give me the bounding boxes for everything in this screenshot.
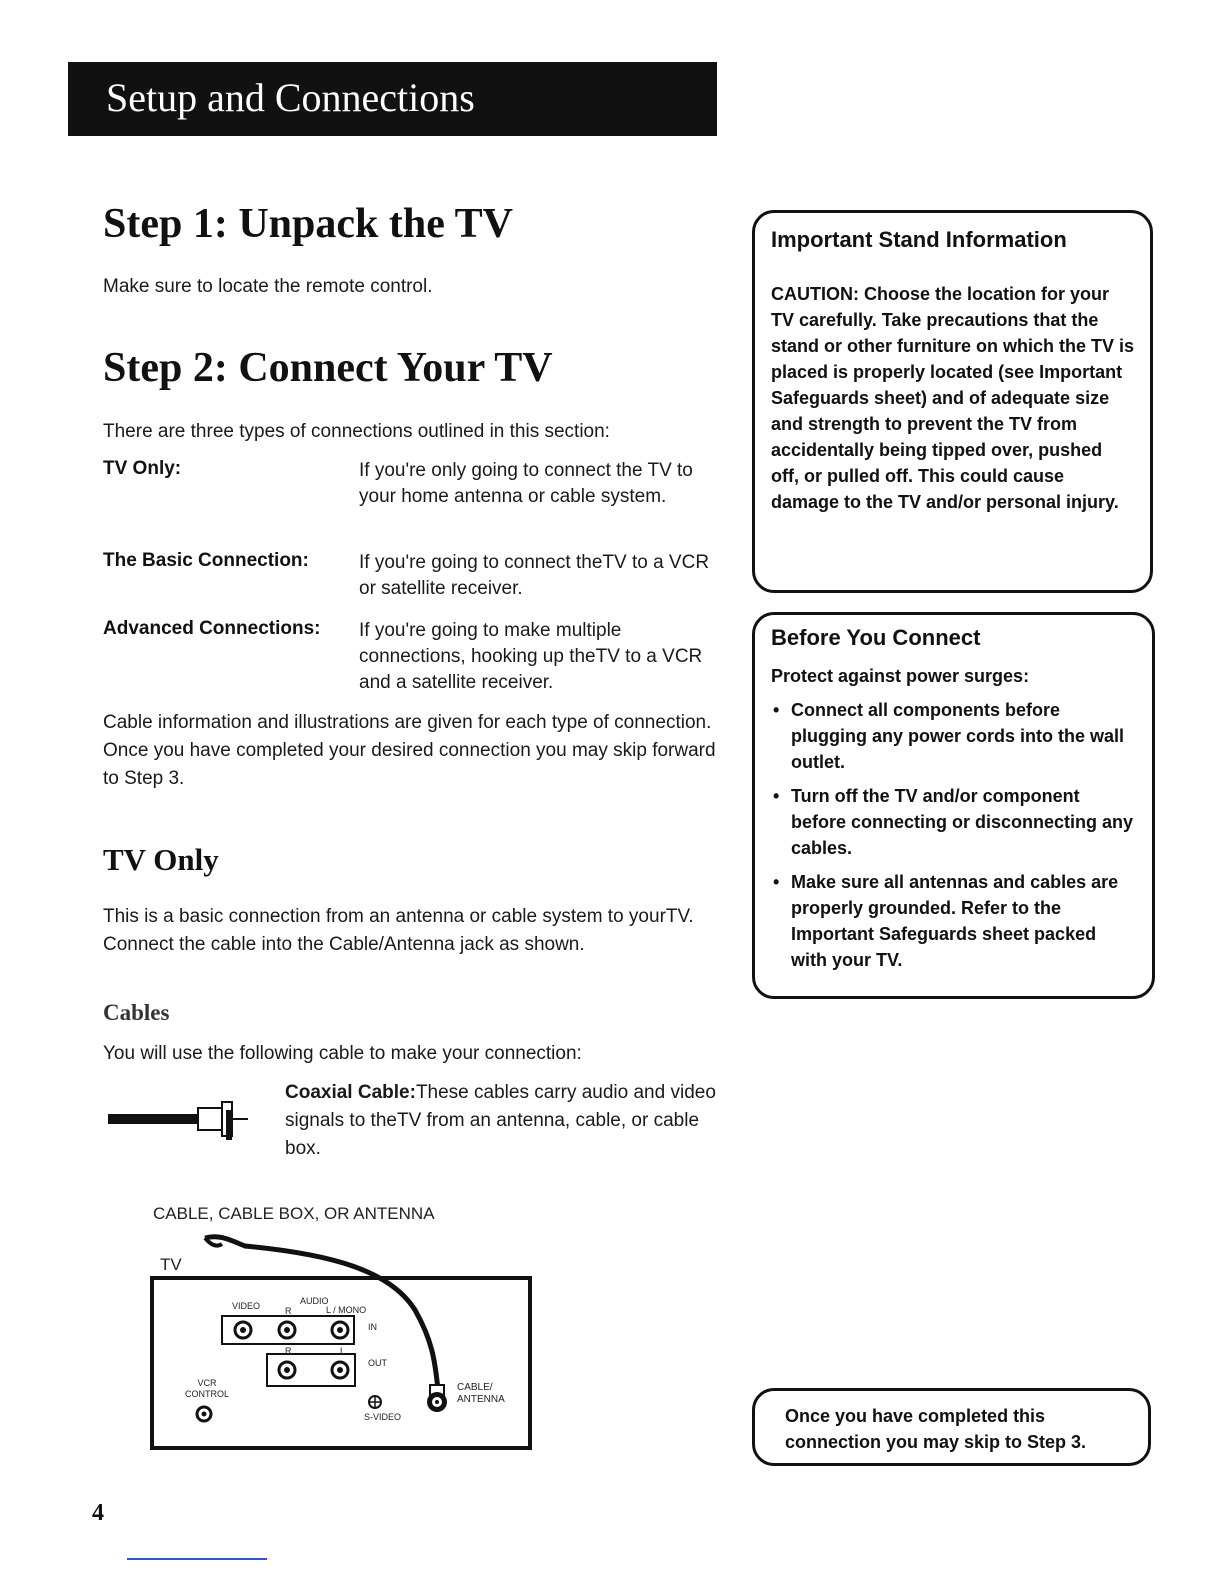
coaxial-cable-description: [285, 1079, 725, 1163]
before-you-connect-list: [771, 697, 1136, 973]
label-s-video: S-VIDEO: [364, 1412, 402, 1422]
label-out-r: R: [285, 1346, 292, 1356]
label-vcr-control: VCR CONTROL: [184, 1378, 229, 1399]
label-out-l: L: [340, 1346, 346, 1356]
diagram-source-label: CABLE, CABLE BOX, OR ANTENNA: [153, 1204, 435, 1223]
diagram-tv-label: TV: [160, 1255, 182, 1274]
list-item: • Turn off the TV and/or component before connecting or disconnecting any cables.: [771, 783, 1136, 861]
list-item: • Make sure all antennas and cables are properly grounded. Refer to the Important Safeguards sheet packed with your TV.: [771, 869, 1136, 973]
skip-to-step3-text: Once you have completed this connection you may skip to Step 3.: [785, 1406, 1087, 1452]
label-cable-antenna: CABLE/ ANTENNA: [457, 1382, 505, 1405]
list-item: • Connect all components before plugging any power cords into the wall outlet.: [771, 697, 1136, 775]
section-title: Setup and Connections: [106, 75, 475, 120]
tv-only-text: This is a basic connection from an antenna or cable system to yourTV. Connect the cable into the Cable/Antenna jack as shown.: [103, 906, 694, 955]
stand-info-text: CAUTION: Choose the location for your TV carefully. Take precautions that the stand or other furniture on which the TV is placed is properly located (see Important Safeguards sheet) and of adequate size and strength to prevent the TV from accidentally being tipped over, pushed off, or pulled off. This could cause damage to the TV and/or personal injury.: [771, 284, 1135, 512]
connection-term-tv-only: TV Only:: [103, 458, 182, 479]
page-number: 4: [92, 1500, 104, 1526]
connection-term-basic: The Basic Connection:: [103, 550, 309, 571]
step2-intro: There are three types of connections outlined in this section:: [103, 421, 610, 442]
connection-desc-advanced: If you're going to make multiple connections, hooking up theTV to a VCR and a satellite receiver.: [359, 620, 703, 693]
connection-term-advanced: Advanced Connections:: [103, 618, 321, 639]
cables-intro: You will use the following cable to make your connection:: [103, 1043, 582, 1064]
skip-to-step3-box: [752, 1388, 1151, 1466]
tv-only-heading: TV Only: [103, 842, 219, 877]
label-audio-r: R: [285, 1306, 292, 1316]
coaxial-cable-icon: [108, 1100, 258, 1140]
cable-info-text: Cable information and illustrations are given for each type of connection. Once you have completed your desired connection you may skip forward to Step 3.: [103, 712, 716, 789]
step1-text: Make sure to locate the remote control.: [103, 276, 433, 297]
connection-desc-tv-only: If you're only going to connect the TV to your home antenna or cable system.: [359, 460, 693, 507]
before-you-connect-box: [752, 612, 1155, 999]
step2-heading: Step 2: Connect Your TV: [103, 345, 553, 391]
label-out: OUT: [368, 1358, 387, 1368]
label-in: IN: [368, 1322, 377, 1332]
connection-desc-basic: If you're going to connect theTV to a VCR or satellite receiver.: [359, 552, 710, 599]
tv-connection-diagram: [150, 1230, 540, 1455]
label-video: VIDEO: [232, 1301, 261, 1311]
power-surge-subtitle: Protect against power surges:: [771, 666, 1030, 686]
stand-info-title: Important Stand Information: [771, 227, 1067, 252]
footer-divider: [127, 1558, 267, 1560]
coaxial-cable-term: Coaxial Cable:: [285, 1082, 416, 1103]
cables-heading: Cables: [103, 1000, 170, 1025]
before-you-connect-title: Before You Connect: [771, 625, 981, 650]
label-audio: AUDIO: [300, 1296, 329, 1306]
section-header-bar: [68, 62, 717, 136]
label-l-mono: L / MONO: [326, 1305, 367, 1315]
coaxial-cable-desc: These cables carry audio and video signals to theTV from an antenna, cable, or cable box.: [285, 1082, 716, 1159]
step1-heading: Step 1: Unpack the TV: [103, 201, 513, 247]
stand-info-box: [752, 210, 1153, 593]
